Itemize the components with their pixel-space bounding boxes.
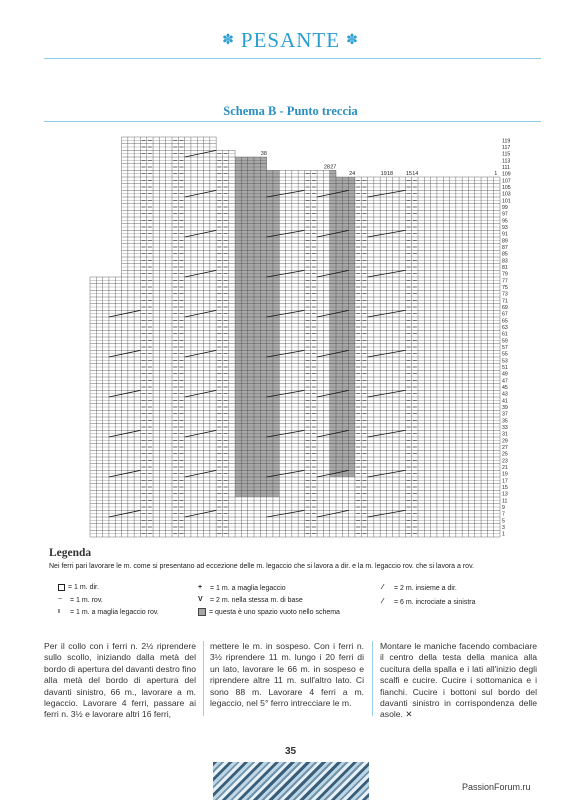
row-number: 47: [502, 378, 508, 385]
row-number: 25: [502, 451, 508, 458]
brand-text: PESANTE: [240, 28, 341, 52]
column-marker: 24: [349, 171, 356, 177]
row-number: 35: [502, 418, 508, 425]
row-number: 85: [502, 251, 508, 258]
legend-item-increase: V = 2 m. nella stessa m. di base: [198, 596, 303, 604]
row-number: 43: [502, 391, 508, 398]
row-number: 89: [502, 238, 508, 245]
row-number: 79: [502, 271, 508, 278]
v-icon: V: [198, 596, 203, 603]
column-marker: 38: [260, 151, 267, 157]
row-number: 39: [502, 405, 508, 411]
row-number: 29: [502, 438, 508, 445]
row-number: 55: [502, 351, 508, 358]
row-number: 91: [502, 231, 508, 238]
row-number: 69: [502, 305, 508, 311]
row-number: 97: [502, 211, 508, 218]
row-number: 53: [502, 358, 508, 365]
snowflake-icon: ✽: [222, 33, 235, 48]
snowflake-icon: ✽: [346, 33, 359, 48]
row-number: 51: [502, 365, 508, 371]
legend-item-k2tog: ⁄ = 2 m. insieme a dir.: [382, 584, 457, 592]
row-number: 109: [502, 171, 511, 178]
row-number: 21: [502, 465, 508, 471]
slash-icon: ⁄: [382, 584, 384, 591]
knit-texture-image: [213, 762, 369, 800]
row-number: 9: [502, 505, 505, 511]
watermark: PassionForum.ru: [462, 782, 531, 792]
row-number: 61: [502, 331, 508, 338]
row-number: 103: [502, 191, 511, 198]
column-marker: 18: [386, 171, 394, 177]
dash-icon: −: [58, 596, 63, 603]
text-column-3: Montare le maniche facendo combaciare il centro della testa della manica alla cucitura della spalla e i lati all'inizio degli scalfi e cucire. Cucire i sottomanica e i fianchi. Cucire i bottoni sul bordo del davanti sinistro in corrispondenza delle asole. ✕: [380, 641, 537, 720]
row-number: 5: [502, 518, 505, 525]
bar-icon: ı: [58, 608, 60, 615]
square-icon: [58, 584, 65, 591]
legend-item-garter-purl: ı = 1 m. a maglia legaccio rov.: [58, 608, 159, 616]
row-number: 87: [502, 245, 508, 251]
column-marker: 14: [412, 171, 419, 177]
row-number: 113: [502, 158, 511, 165]
row-number: 31: [502, 431, 508, 438]
row-number: 105: [502, 185, 511, 191]
text-column-2: mettere le m. in sospeso. Con i ferri n. 3½ riprendere 11 m. lungo i 20 ferri di un lato, lavorare le 66 m. in sospeso e riprendere altre 11 m. sull'altro lato. Ci sono 88 m. Lavorare 4 ferri a m. legaccio, nel 5° ferro intrecciare le m.: [210, 641, 364, 709]
legend-item-garter: + = 1 m. a maglia legaccio: [198, 584, 286, 592]
legend-title: Legenda: [49, 547, 92, 559]
legend-item-knit: = 1 m. dir.: [58, 584, 99, 591]
row-number: 71: [502, 298, 508, 305]
row-number: 13: [502, 491, 508, 498]
row-number: 63: [502, 325, 508, 331]
legend-item-purl: − = 1 m. rov.: [58, 596, 103, 604]
plus-icon: +: [198, 584, 203, 591]
schema-title: Schema B - Punto treccia: [223, 104, 358, 118]
column-marker: 28: [323, 164, 331, 171]
row-number: 81: [502, 265, 508, 271]
grey-square-icon: [198, 608, 206, 616]
row-number: 59: [502, 338, 508, 345]
row-number: 1: [502, 531, 505, 538]
row-number: 119: [502, 138, 511, 145]
row-number: 45: [502, 385, 508, 391]
row-number: 3: [502, 525, 505, 531]
legend-item-cable: ⁄ = 6 m. incrociate a sinistra: [382, 598, 476, 606]
row-number: 27: [502, 445, 508, 451]
legend-note: Nei ferri pari lavorare le m. come si presentano ad eccezione delle m. legaccio che si lavora a dir. e la m. legaccio rov. che si lavora a rov.: [49, 563, 474, 570]
column-marker: 19: [380, 171, 387, 177]
row-number: 67: [502, 311, 508, 318]
row-number: 99: [502, 205, 508, 211]
row-number: 73: [502, 291, 508, 298]
row-number: 117: [502, 145, 511, 151]
row-number: 17: [502, 478, 508, 485]
page-number: 35: [284, 746, 297, 757]
text-column-1: Per il collo con i ferri n. 2½ riprendere sullo scollo, iniziando dalla metà del bordo di apertura del davanti destro fino alla metà del bordo di apertura del davanti sinistro, 66 m., lavorare a m. legaccio. Lavorare 4 ferri, passare ai ferri n. 3½ e lavorare altri 16 ferri,: [44, 641, 196, 720]
row-number: 49: [502, 371, 508, 378]
column-marker: 1: [494, 171, 498, 177]
row-number: 41: [502, 398, 508, 405]
row-number: 15: [502, 485, 508, 491]
row-number: 95: [502, 218, 508, 225]
cable-icon: ⁄: [382, 598, 384, 605]
row-number: 93: [502, 225, 508, 231]
row-number: 33: [502, 425, 508, 431]
row-number: 115: [502, 151, 511, 158]
column-divider: [203, 641, 204, 716]
row-number: 65: [502, 318, 508, 325]
row-number: 11: [502, 498, 508, 505]
row-number: 19: [502, 471, 508, 478]
row-number: 37: [502, 411, 508, 418]
row-number: 75: [502, 285, 508, 291]
row-number: 83: [502, 258, 508, 265]
column-marker: 27: [330, 164, 337, 171]
row-number: 7: [502, 511, 505, 518]
legend-item-empty: = questa è uno spazio vuoto nello schema: [198, 608, 340, 616]
row-number: 57: [502, 345, 508, 351]
column-marker: 15: [405, 171, 413, 177]
row-number: 101: [502, 198, 511, 205]
row-number: 23: [502, 458, 508, 465]
column-divider: [372, 641, 373, 716]
row-number: 77: [502, 278, 508, 285]
row-number: 111: [502, 165, 510, 171]
row-number: 107: [502, 178, 511, 185]
